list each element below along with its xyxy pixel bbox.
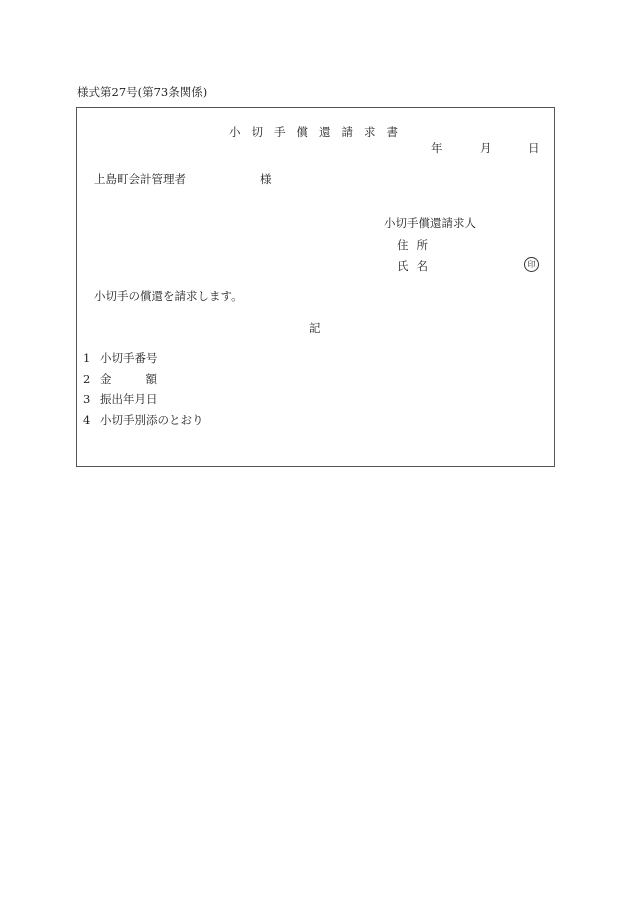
list-item <box>83 350 158 366</box>
date-day-label: 日 <box>528 141 540 155</box>
addressee: 上島町会計管理者 <box>94 172 186 186</box>
claimant-heading: 小切手償還請求人 <box>384 216 476 230</box>
item-label: 小切手別添のとおり <box>100 413 204 427</box>
item-label: 小切手番号 <box>100 351 158 365</box>
address-label: 住所 <box>397 238 436 252</box>
seal-mark: 印 <box>524 257 539 272</box>
item-label-part: 金 <box>100 372 112 386</box>
list-item <box>83 412 204 428</box>
item-number: 2 <box>83 372 91 386</box>
date-year-label: 年 <box>431 141 443 155</box>
item-number: 1 <box>83 351 91 365</box>
ki-heading: 記 <box>309 321 321 335</box>
item-label-part: 額 <box>145 372 157 386</box>
item-number: 3 <box>83 392 91 406</box>
item-label: 振出年月日 <box>100 392 158 406</box>
document-title: 小切手償還請求書 <box>229 125 409 139</box>
item-number: 4 <box>83 413 91 427</box>
name-label: 氏名 <box>397 259 436 273</box>
request-text: 小切手の償還を請求します。 <box>94 289 243 303</box>
honorific: 様 <box>260 172 272 186</box>
list-item <box>83 371 157 387</box>
form-number: 様式第27号(第73条関係) <box>77 85 208 99</box>
form-frame <box>76 107 555 467</box>
list-item <box>83 391 158 407</box>
date-month-label: 月 <box>480 141 492 155</box>
